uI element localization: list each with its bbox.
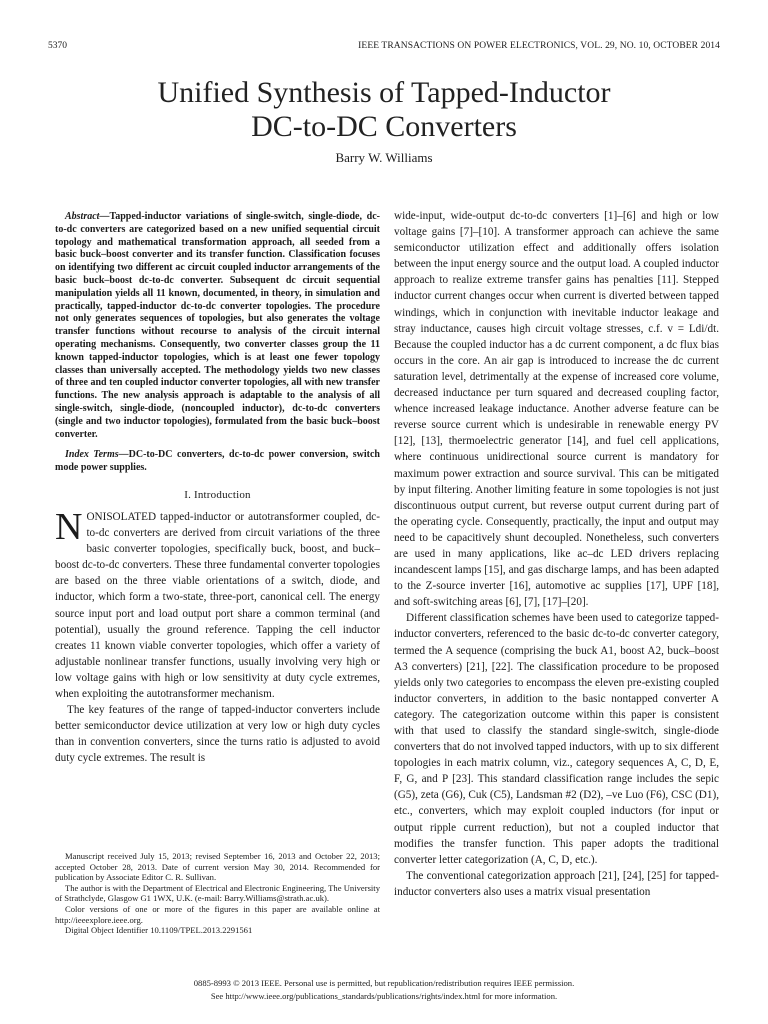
running-head: IEEE TRANSACTIONS ON POWER ELECTRONICS, VOL. 29, NO. 10, OCTOBER 2014 xyxy=(358,41,720,51)
intro-paragraph-1 xyxy=(55,505,380,702)
section-heading-introduction: I. Introduction xyxy=(184,488,251,501)
left-column xyxy=(55,211,380,766)
index-terms-lead: Index Terms— xyxy=(65,449,129,461)
footnote-doi: Digital Object Identifier 10.1109/TPEL.2013.2291561 xyxy=(65,925,253,936)
right-paragraph-1: wide-input, wide-output dc-to-dc converters [1]–[6] and high or low voltage gains [7]–[10]. A transformer approach can achieve the same semiconductor utilization effect and additionally offers isolation between the input energy source and the output load. A coupled inductor approach to realize extreme transfer gains has penalties [11]. Stepped inductor current changes occur when current is diverted between tapped windings, which in conjunction with inevitable inductor leakage and stray inductance, causes high circuit voltage stresses, c.f. v = Ldi/dt. Because the coupled inductor has a dc current component, a dc flux bias occurs in the core. An air gap is introduced to increase the dc current saturation level, detrimentally at the expense of increased core volume, decreased inductance per turn squared and decreased coupling factor, whence increased leakage inductance. Another adverse feature can be reverse source current which is undesirable in renewable energy PV [12], [13], thermoelectric generator [14], and fuel cell applications, where continuous unidirectional source current is mandatory for maximum power extraction and source survival. This can be mitigated by input filtering. Another limiting feature in some topologies is not just discontinuous output current, but reverse output current during part of the operating cycle. Consequently, practically, the input and output may need to be capacitively shunt decoupled. Nonetheless, such converters are used in many applications, like ac–dc LED drivers replacing incandescent lamps [15], and gas discharge lamps, and has been adapted to the Z-source inverter [16], automotive ac supplies [17], UPF [18], and soft-switching areas [6], [7], [17]–[20]. xyxy=(394,210,719,609)
abstract-lead: Abstract— xyxy=(65,211,110,222)
title-line-1: Unified Synthesis of Tapped-Inductor xyxy=(157,76,611,109)
title-line-2: DC-to-DC Converters xyxy=(251,110,517,143)
page-number: 5370 xyxy=(48,41,67,51)
drop-cap: N xyxy=(55,505,83,548)
copyright-footer xyxy=(0,977,768,1002)
right-paragraph-2: Different classification schemes have been used to categorize tapped-inductor converters, referenced to the basic dc-to-dc converter category, termed the A sequence (comprising the buck A1, boost A2, buck–boost A3 converters) [21], [22]. The classification procedure to be proposed yields only two categories to encompass the eleven pre-existing coupled inductor converters, in addition to the basic nontapped converter A category. The categorization outcome within this paper is consistent with that used to classify the standard single-switch, single-diode converters that do not involved tapped inductors, with up to six different topologies in each matrix column, viz., category sequences A, C, D, E, F, G, and P [23]. This standard classification range includes the sepic (G5), zeta (G6), Cuk (C5), Landsman #2 (D2), –ve Luo (F6), CSC (D1), etc., converters, which may exploit coupled inductors (for input or output ripple current reduction), but not a coupled inductor that modifies the transfer function. This paper adopts the traditional converter letter categorization (A, C, D, etc.). xyxy=(394,612,719,866)
right-paragraph-3: The conventional categorization approach [21], [24], [25] for tapped-inductor converters also uses a matrix visual presentation xyxy=(394,869,719,898)
index-terms xyxy=(55,449,380,475)
copyright-line: 0885-8993 © 2013 IEEE. Personal use is permitted, but republication/redistribution requires IEEE permission. xyxy=(193,978,575,988)
abstract-text: Tapped-inductor variations of single-switch, single-diode, dc-to-dc converters are categorized based on a new unified sequential circuit topology and mathematical transformation approach, all seeded from a basic buck–boost converter and its transfer function. Classification focuses on identifying two different ac circuit coupled inductor arrangements of the basic buck–boost dc-to-dc converter. Subsequent dc circuit sequential manipulation yields all 11 known, documented, in theory, in simulation and practically, tapped-inductor dc-to-dc converter topologies. The procedure not only generates sequences of topologies, but also generates the voltage transfer functions without recourse to analysis of the circuit internal operating mechanisms. Consequently, two converter classes group the 11 known tapped-inductor topologies, which is at least one fewer topology classes than universally accepted. The methodology yields two new classes of three and ten coupled inductor converter topologies, all with new transfer functions. The new analysis approach is adaptable to the analysis of all single-switch, single-diode, (noncoupled inductor), dc-to-dc converters (single and two inductor topologies), formulated from the basic buck–boost converter. xyxy=(55,211,380,440)
paper-title xyxy=(0,76,768,144)
rights-url-line: See http://www.ieee.org/publications_standards/publications/rights/index.html for more information. xyxy=(210,990,558,1001)
footnote-author: The author is with the Department of Electrical and Electronic Engineering, The University of Strathclyde, Glasgow G1 1WX, U.K. (e-mail: Barry.Williams@strath.ac.uk). xyxy=(55,882,380,904)
intro-paragraph-2: The key features of the range of tapped-inductor converters include better semiconductor device utilization at very low or high duty cycles than in convention converters, since the turns ratio is adjusted to avoid duty cycle extremes. The result is xyxy=(55,704,380,765)
abstract xyxy=(55,211,380,441)
footnotes xyxy=(55,851,380,936)
intro-paragraph-1-text: ONISOLATED tapped-inductor or autotransformer coupled, dc-to-dc converters are derived from circuit variations of the three basic converter topologies, specifically buck, boost, and buck–boost dc-to-dc converters. These three fundamental converter topologies are based on the three viable orientations of a switch, diode, and inductor, which form a two-state, three-port, canonical cell. The energy source input port and load output port share a common terminal (and potential), usually the ground reference. Tapping the cell inductor creates 11 known viable converter topologies, which offer a variety of adjustable nonlinear transfer functions, usually involving very high or low voltage gains with high or low sensitivity at duty cycle extremes, when exploiting the autotransformer mechanism. xyxy=(55,510,380,700)
index-terms-text: DC-to-DC converters, dc-to-dc power conversion, switch mode power supplies. xyxy=(55,449,380,474)
right-column xyxy=(394,208,719,900)
footnote-color: Color versions of one or more of the figures in this paper are available online at http://ieeexplore.ieee.org. xyxy=(55,903,380,925)
author-name: Barry W. Williams xyxy=(335,150,433,165)
footnote-manuscript: Manuscript received July 15, 2013; revised September 16, 2013 and October 22, 2013; accepted October 28, 2013. Date of current version May 30, 2014. Recommended for publication by Associate Editor C. R. Sullivan. xyxy=(55,851,380,883)
